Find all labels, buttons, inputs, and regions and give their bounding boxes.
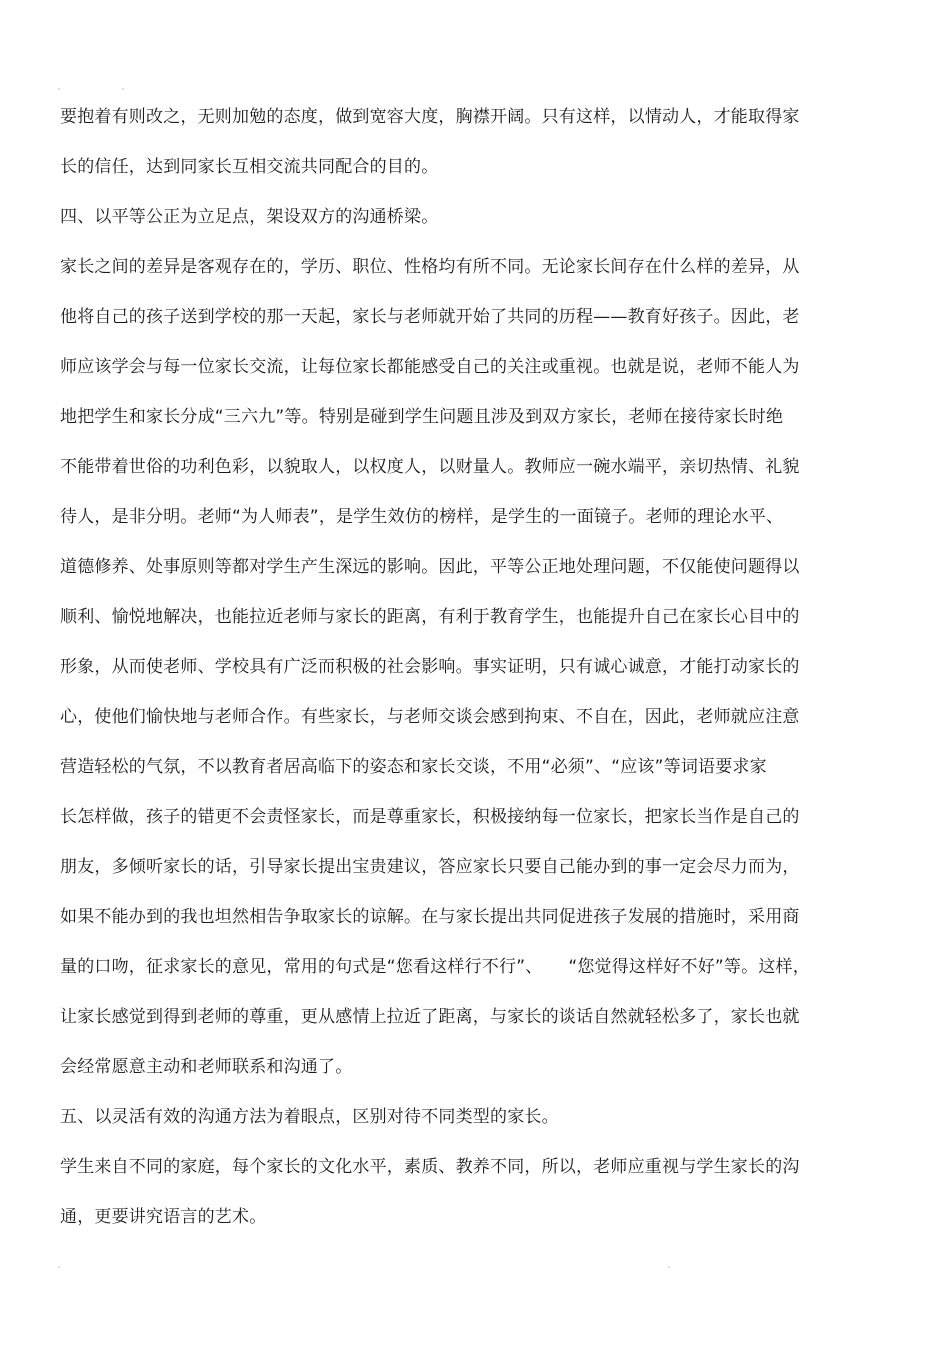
section-heading: 四、以平等公正为立足点，架设双方的沟通桥梁。 xyxy=(60,207,439,227)
text-line: 朋友，多倾听家长的话，引导家长提出宝贵建议，答应家长只要自己能办到的事一定会尽力而为， xyxy=(60,857,800,877)
text-line: 道德修养、处事原则等都对学生产生深远的影响。因此，平等公正地处理问题，不仅能使问题得以 xyxy=(60,557,800,577)
section-heading: 五、以灵活有效的沟通方法为着眼点，区别对待不同类型的家长。 xyxy=(60,1107,559,1127)
text-line: 顺利、愉悦地解决，也能拉近老师与家长的距离，有利于教育学生，也能提升自己在家长心目中的 xyxy=(60,607,800,627)
scan-dot xyxy=(122,88,124,90)
text-line: 师应该学会与每一位家长交流，让每位家长都能感受自己的关注或重视。也就是说，老师不能人为 xyxy=(60,357,800,377)
text-line: 心，使他们愉快地与老师合作。有些家长，与老师交谈会感到拘束、不自在，因此，老师就应注意 xyxy=(60,707,800,727)
text-line: 会经常愿意主动和老师联系和沟通了。 xyxy=(60,1057,353,1077)
text-line: 如果不能办到的我也坦然相告争取家长的谅解。在与家长提出共同促进孩子发展的措施时，采用商 xyxy=(60,907,800,927)
text-line: 长的信任，达到同家长互相交流共同配合的目的。 xyxy=(60,157,439,177)
text-line: 地把学生和家长分成“三六九”等。特别是碰到学生问题且涉及到双方家长，老师在接待家长时绝 xyxy=(60,407,784,427)
text-line: 要抱着有则改之，无则加勉的态度，做到宽容大度，胸襟开阔。只有这样，以情动人，才能取得家 xyxy=(60,107,800,127)
text-line: 家长之间的差异是客观存在的，学历、职位、性格均有所不同。无论家长间存在什么样的差异，从 xyxy=(60,257,800,277)
text-line: 他将自己的孩子送到学校的那一天起，家长与老师就开始了共同的历程——教育好孩子。因此，老 xyxy=(60,307,800,327)
text-line: 营造轻松的气氛，不以教育者居高临下的姿态和家长交谈，不用“必须”、“应该”等词语要求家 xyxy=(60,757,767,777)
text-line: 不能带着世俗的功利色彩，以貌取人，以权度人，以财量人。教师应一碗水端平，亲切热情、礼貌 xyxy=(60,457,800,477)
text-line: 量的口吻，征求家长的意见，常用的句式是“您看这样行不行”、 “您觉得这样好不好”等。这样， xyxy=(60,957,810,977)
text-line: 长怎样做，孩子的错更不会责怪家长，而是尊重家长，积极接纳每一位家长，把家长当作是自己的 xyxy=(60,807,800,827)
text-line: 待人，是非分明。老师“为人师表”，是学生效仿的榜样，是学生的一面镜子。老师的理论水平、 xyxy=(60,507,784,527)
text-line: 形象，从而使老师、学校具有广泛而积极的社会影响。事实证明，只有诚心诚意，才能打动家长的 xyxy=(60,657,800,677)
text-line: 学生来自不同的家庭，每个家长的文化水平，素质、教养不同，所以，老师应重视与学生家长的沟 xyxy=(60,1157,800,1177)
scan-dot xyxy=(668,1266,670,1268)
scan-dot xyxy=(58,1266,60,1268)
scan-dot xyxy=(58,88,60,90)
text-line: 通，更要讲究语言的艺术。 xyxy=(60,1207,267,1227)
text-line: 让家长感觉到得到老师的尊重，更从感情上拉近了距离，与家长的谈话自然就轻松多了，家长也就 xyxy=(60,1007,800,1027)
